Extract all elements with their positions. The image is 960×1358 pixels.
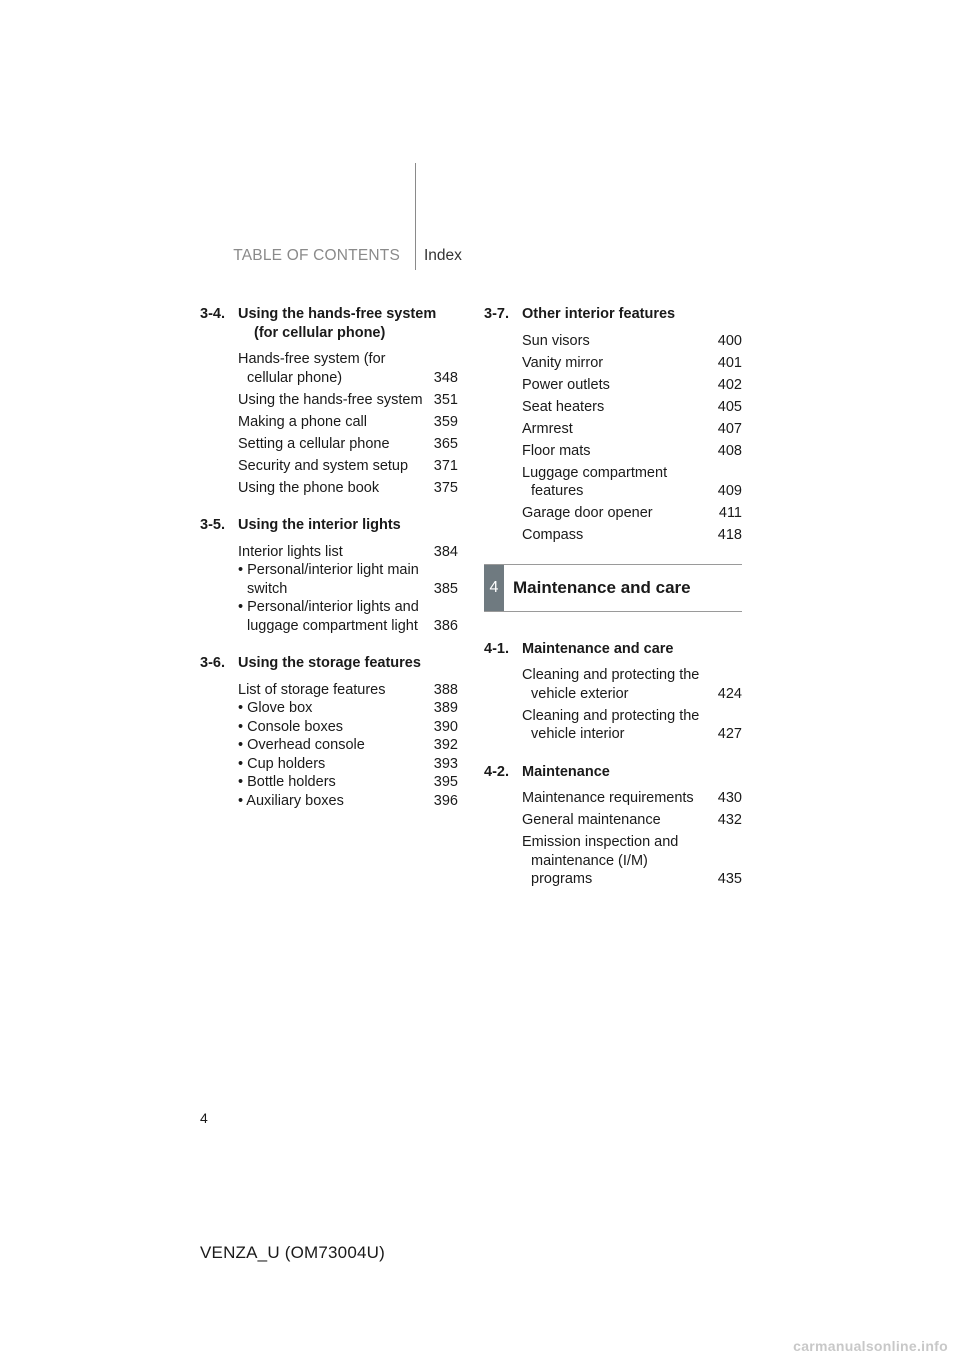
entry-page: 427 — [717, 726, 742, 742]
entry-text: Power outlets — [522, 376, 610, 393]
entry-page: 392 — [433, 737, 458, 753]
toc-section-4-2 — [484, 763, 742, 889]
toc-entry[interactable] — [238, 773, 458, 792]
section-title: Other interior features — [522, 306, 676, 322]
entry-page: 430 — [717, 790, 742, 806]
entry-page: 388 — [433, 681, 458, 698]
toc-section-3-4 — [200, 305, 458, 497]
toc-left-column — [200, 305, 458, 829]
section-number: 3-6. — [200, 655, 225, 671]
entry-page: 418 — [717, 527, 742, 543]
toc-section-3-6 — [200, 654, 458, 810]
toc-entry[interactable] — [522, 789, 742, 808]
section-heading[interactable] — [484, 305, 742, 324]
entry-text: • Auxiliary boxes — [238, 792, 344, 809]
entry-text: • Personal/interior lights and luggage compartment light — [238, 599, 419, 634]
entry-text: Making a phone call — [238, 413, 367, 430]
entry-text: Interior lights list — [238, 543, 343, 560]
entry-text: Maintenance requirements — [522, 790, 694, 806]
entry-text: Hands-free system (for cellular phone) — [238, 351, 386, 386]
document-code: VENZA_U (OM73004U) — [200, 1243, 385, 1262]
chapter-number-tab: 4 — [484, 565, 504, 611]
entry-page: 359 — [433, 413, 458, 430]
entry-page: 348 — [433, 369, 458, 386]
toc-entry[interactable] — [522, 464, 742, 501]
toc-entry[interactable] — [522, 442, 742, 461]
page-number: 4 — [200, 1110, 208, 1126]
entry-text: • Cup holders — [238, 755, 326, 772]
toc-right-column — [484, 305, 742, 908]
entry-text: List of storage features — [238, 681, 386, 698]
section-title: Maintenance — [522, 763, 610, 780]
entry-page: 351 — [433, 391, 458, 408]
section-heading[interactable] — [484, 640, 742, 659]
entry-text: Using the phone book — [238, 479, 380, 496]
entry-text: • Overhead console — [238, 737, 365, 753]
entry-page: 405 — [717, 398, 742, 415]
toc-entry[interactable] — [238, 699, 458, 718]
toc-entry[interactable] — [522, 332, 742, 351]
toc-entry[interactable] — [238, 681, 458, 700]
entry-text: Luggage compartment features — [522, 464, 668, 499]
entry-page: 385 — [433, 580, 458, 597]
entry-text: Armrest — [522, 420, 573, 437]
section-heading[interactable] — [484, 763, 742, 782]
toc-entry[interactable] — [238, 792, 458, 811]
entry-text: Garage door opener — [522, 505, 653, 521]
entry-page: 371 — [433, 457, 458, 474]
page-header — [0, 0, 960, 270]
toc-entry[interactable] — [522, 504, 742, 523]
toc-entry[interactable] — [522, 398, 742, 417]
toc-section-3-7 — [484, 305, 742, 545]
entry-page: 393 — [433, 755, 458, 772]
entry-text: Compass — [522, 527, 584, 543]
toc-entry[interactable] — [238, 598, 458, 635]
section-number: 4-1. — [484, 640, 509, 657]
entry-page: 390 — [433, 718, 458, 735]
entry-text: Cleaning and protecting the vehicle exterior — [522, 667, 700, 702]
section-number: 4-2. — [484, 763, 509, 780]
entry-text: • Bottle holders — [238, 774, 336, 790]
entry-text: Cleaning and protecting the vehicle interior — [522, 707, 700, 742]
toc-entry[interactable] — [522, 811, 742, 830]
entry-page: 407 — [717, 420, 742, 437]
toc-entry[interactable] — [522, 526, 742, 545]
toc-entry[interactable] — [238, 755, 458, 774]
watermark: carmanualsonline.info — [793, 1338, 948, 1354]
toc-entry[interactable] — [238, 543, 458, 562]
entry-page: 408 — [717, 442, 742, 459]
toc-entry[interactable] — [522, 376, 742, 395]
toc-entry[interactable] — [238, 561, 458, 598]
entry-page: 424 — [717, 685, 742, 702]
section-title: Using the interior lights — [238, 517, 401, 533]
entry-text: Seat heaters — [522, 398, 605, 415]
toc-entry[interactable] — [238, 435, 458, 454]
section-title: Using the storage features — [238, 655, 421, 671]
entry-text: Setting a cellular phone — [238, 435, 390, 452]
header-divider — [415, 163, 416, 270]
section-heading[interactable] — [200, 305, 458, 342]
toc-entry[interactable] — [238, 391, 458, 410]
section-number: 3-7. — [484, 306, 509, 322]
entry-page: 432 — [717, 812, 742, 828]
entry-text: Emission inspection and maintenance (I/M) programs — [522, 834, 679, 887]
table-of-contents-link[interactable]: TABLE OF CONTENTS — [233, 247, 400, 264]
entry-text: Using the hands-free system — [238, 391, 423, 408]
entry-text: • Personal/interior light main switch — [238, 562, 419, 597]
toc-entry[interactable] — [522, 707, 742, 744]
entry-text: Floor mats — [522, 442, 591, 459]
entry-text: Sun visors — [522, 332, 590, 349]
entry-text: Vanity mirror — [522, 354, 604, 371]
section-heading[interactable] — [200, 654, 458, 673]
entry-page: 384 — [433, 543, 458, 560]
entry-page: 409 — [717, 483, 742, 499]
entry-page: 396 — [433, 792, 458, 809]
toc-entry[interactable] — [522, 354, 742, 373]
entry-text: • Glove box — [238, 700, 313, 716]
toc-entry[interactable] — [238, 413, 458, 432]
chapter-heading[interactable] — [484, 564, 742, 612]
entry-page: 395 — [433, 774, 458, 790]
entry-page: 400 — [717, 332, 742, 349]
section-heading[interactable] — [200, 516, 458, 535]
entry-page: 386 — [433, 617, 458, 634]
toc-entry[interactable] — [238, 479, 458, 498]
toc-entry[interactable] — [522, 666, 742, 703]
entry-page: 375 — [433, 479, 458, 496]
entry-text: General maintenance — [522, 812, 661, 828]
entry-text: • Console boxes — [238, 718, 344, 735]
entry-page: 389 — [433, 700, 458, 716]
toc-section-4-1 — [484, 640, 742, 744]
toc-section-3-5 — [200, 516, 458, 635]
entry-page: 402 — [717, 376, 742, 393]
section-title: Maintenance and care — [522, 640, 674, 657]
entry-page: 435 — [717, 871, 742, 887]
toc-entry[interactable] — [522, 833, 742, 889]
toc-entry[interactable] — [238, 736, 458, 755]
toc-entry[interactable] — [522, 420, 742, 439]
entry-page: 411 — [718, 505, 742, 521]
index-link[interactable]: Index — [424, 247, 462, 264]
toc-entry[interactable] — [238, 718, 458, 737]
entry-page: 401 — [717, 354, 742, 371]
section-number: 3-5. — [200, 517, 225, 533]
section-title: Using the hands-free system (for cellular phone) — [238, 306, 437, 341]
section-number: 3-4. — [200, 306, 225, 322]
entry-page: 365 — [433, 435, 458, 452]
entry-text: Security and system setup — [238, 457, 409, 474]
chapter-title: Maintenance and care — [513, 577, 691, 597]
toc-entry[interactable] — [238, 350, 458, 387]
toc-entry[interactable] — [238, 457, 458, 476]
